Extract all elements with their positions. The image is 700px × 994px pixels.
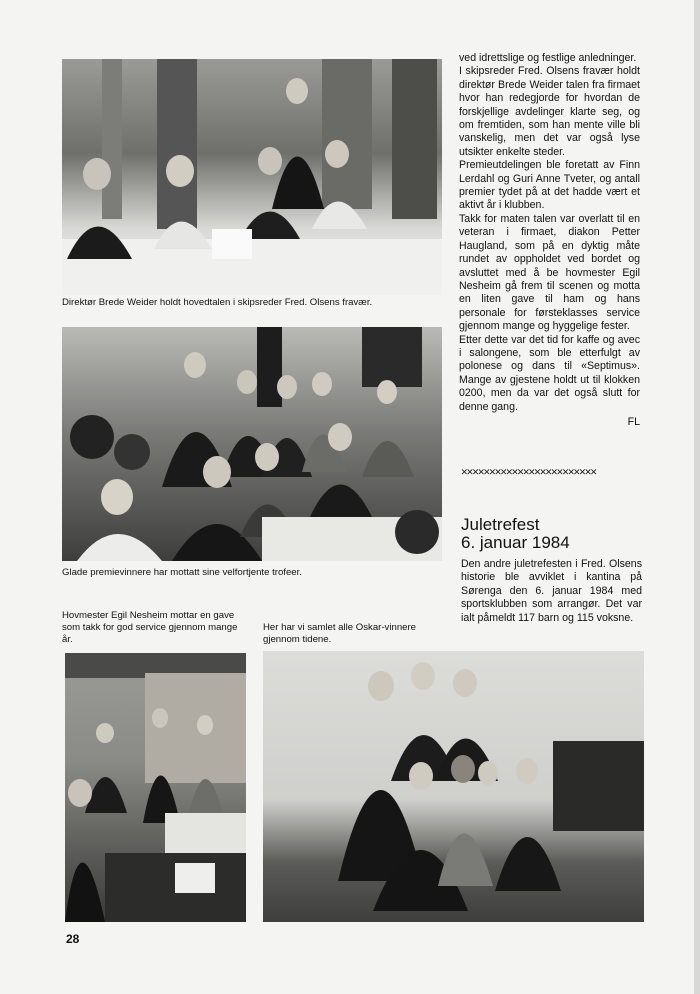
photo-gift-handover — [65, 653, 246, 922]
caption-photo-winners: Glade premievinnere har mottatt sine velfortjente trofeer. — [62, 567, 302, 578]
paragraph: ved idrettslige og festlige anledninger. — [459, 52, 637, 64]
article-title-line1: Juletrefest — [461, 515, 540, 534]
paragraph: Den andre juletrefesten i Fred. Olsens historie ble avviklet i kantina på Sørenga den 6. januar 1984 med sportsklubben som arrangør. Det var ialt påmeldt 117 barn og 115 voksne. — [461, 558, 642, 624]
caption-photo-oskar: Her har vi samlet alle Oskar-vinnere gjennom tidene. — [263, 622, 417, 645]
article-body — [461, 558, 642, 625]
caption-photo-gift: Hovmester Egil Nesheim mottar en gave som takk for god service gjennom mange år. — [62, 610, 238, 645]
paragraph: I skipsreder Fred. Olsens fravær holdt direktør Brede Weider talen fra firmaet hvor han redegjorde for hvordan de forskjellige avdelinger klarte seg, og om fremtiden, som han mente ville bli vanskelig, men det var også lyse utsikter enkelte steder. — [459, 65, 640, 158]
page-number: 28 — [66, 932, 80, 946]
article-title-line2: 6. januar 1984 — [461, 533, 570, 552]
photo-prize-winners — [62, 327, 442, 561]
photo-oskar-winners — [263, 651, 644, 922]
photo-speech-banquet — [62, 59, 442, 295]
author-signature: FL — [627, 415, 640, 428]
caption-photo-speech: Direktør Brede Weider holdt hovedtalen i skipsreder Fred. Olsens fravær. — [62, 297, 373, 308]
article-title — [461, 516, 641, 552]
ornamental-divider: ✕✕✕✕✕✕✕✕✕✕✕✕✕✕✕✕✕✕✕✕✕✕✕✕ — [461, 465, 596, 478]
paragraph: Etter dette var det tid for kaffe og avec i salongene, som ble etterfulgt av polonese og dans til «Septimus». Mange av gjestene holdt ut til klokken 0200, men da var det også slutt for denne gang. — [459, 333, 640, 413]
article-continuation — [459, 52, 640, 429]
paragraph: Takk for maten talen var overlatt til en veteran i firmaet, diakon Petter Haugland, som på en dyktig måte rundet av oppholdet ved bordet og avsluttet med å be hovmester Egil Nesheim gå frem til scenen og motta en liten gave til ham og hans personale for førsteklasses service gjennom mange og hyggelige fester. — [459, 212, 640, 333]
paragraph: Premieutdelingen ble foretatt av Finn Lerdahl og Guri Anne Tveter, og antall premier tydet på at det hadde vært et aktivt år i klubben. — [459, 159, 640, 212]
